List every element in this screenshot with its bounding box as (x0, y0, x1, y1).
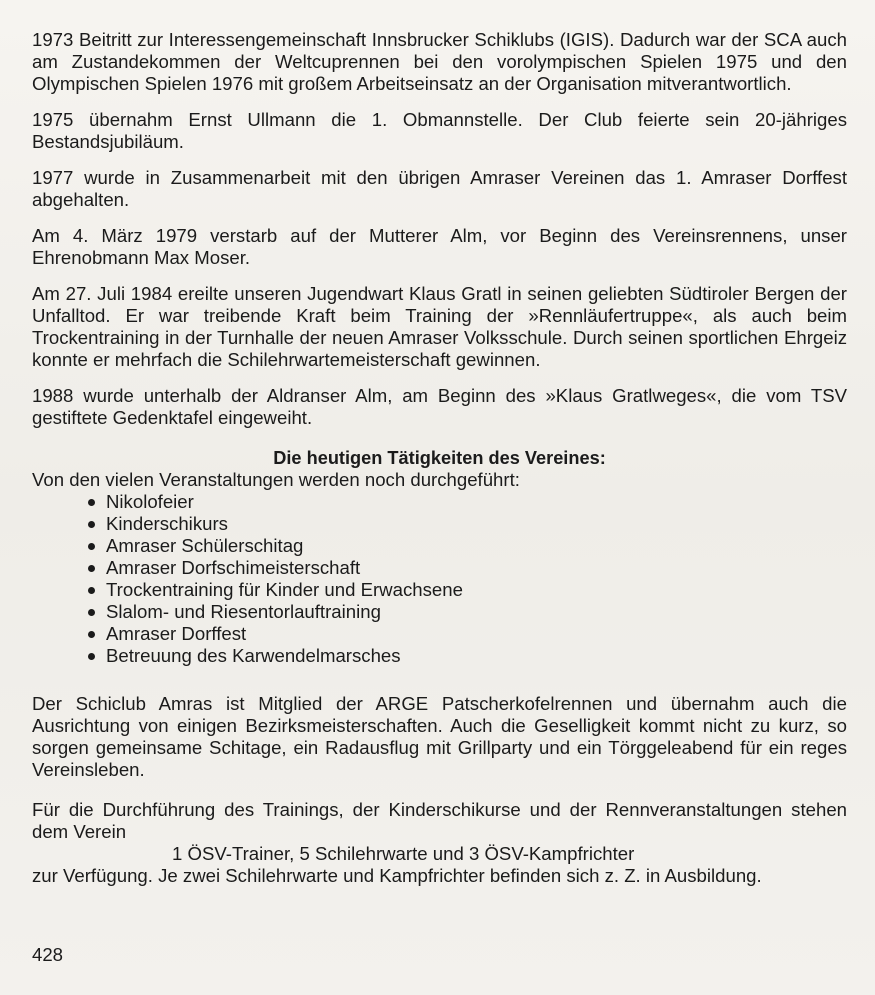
activities-heading: Die heutigen Tätigkeiten des Vereines: (273, 448, 606, 468)
paragraph-training-intro: Für die Durchführung des Trainings, der Kinderschikurse und der Rennveranstaltungen stehen dem Verein (32, 799, 847, 842)
list-item (88, 513, 847, 535)
list-item (88, 557, 847, 579)
paragraph-obmann-1975: 1975 übernahm Ernst Ullmann die 1. Obmannstelle. Der Club feierte sein 20-jähriges Bestandsjubiläum. (32, 109, 847, 152)
paragraph-training-outro: zur Verfügung. Je zwei Schilehrwarte und Kampfrichter befinden sich z. Z. in Ausbildung. (32, 865, 762, 886)
list-item (88, 535, 847, 557)
list-item-label: Amraser Dorfschimeisterschaft (106, 557, 361, 578)
paragraph-igis-1973: 1973 Beitritt zur Interessengemeinschaft Innsbrucker Schiklubs (IGIS). Dadurch war der SCA auch am Zustandekommen der Weltcuprennen bei den vorolympischen Spielen 1975 und den Olympischen Spielen 1976 mit großem Arbeitseinsatz an der Organisation mitverantwortlich. (32, 29, 847, 94)
paragraph-arge: Der Schiclub Amras ist Mitglied der ARGE Patscherkofelrennen und übernahm auch die Ausrichtung von einigen Bezirksmeisterschaften. Auch die Geselligkeit kommt nicht zu kurz, so sorgen gemeinsame Schitage, ein Radausflug mit Grillparty und ein Törggeleabend für ein reges Vereinsleben. (32, 693, 847, 780)
paragraph-dorffest-1977: 1977 wurde in Zusammenarbeit mit den übrigen Amraser Vereinen das 1. Amraser Dorffest abgehalten. (32, 167, 847, 210)
list-item-label: Betreuung des Karwendelmarsches (106, 645, 401, 666)
paragraph-moser-1979: Am 4. März 1979 verstarb auf der Mutterer Alm, vor Beginn des Vereinsrennens, unser Ehrenobmann Max Moser. (32, 225, 847, 268)
list-item (88, 645, 847, 667)
bullet-icon (88, 587, 95, 594)
bullet-icon (88, 543, 95, 550)
list-item-label: Slalom- und Riesentorlauftraining (106, 601, 381, 622)
activities-intro: Von den vielen Veranstaltungen werden noch durchgeführt: (32, 469, 520, 490)
bullet-icon (88, 521, 95, 528)
bullet-icon (88, 631, 95, 638)
activities-list (88, 491, 847, 667)
bullet-icon (88, 499, 95, 506)
staff-line: 1 ÖSV-Trainer, 5 Schilehrwarte und 3 ÖSV-Kampfrichter (172, 843, 635, 864)
paragraph-gratl-1984: Am 27. Juli 1984 ereilte unseren Jugendwart Klaus Gratl in seinen geliebten Südtiroler Bergen der Unfalltod. Er war treibende Kraft beim Training der »Rennläufertruppe«, als auch beim Trockentraining in der Turnhalle der neuen Amraser Volksschule. Durch seinen sportlichen Ehrgeiz konnte er mehrfach die Schilehrwartemeisterschaft gewinnen. (32, 283, 847, 370)
list-item (88, 601, 847, 623)
paragraph-gedenktafel-1988: 1988 wurde unterhalb der Aldranser Alm, am Beginn des »Klaus Gratlweges«, die vom TSV gestiftete Gedenktafel eingeweiht. (32, 385, 847, 428)
list-item (88, 491, 847, 513)
list-item-label: Amraser Dorffest (106, 623, 247, 644)
list-item (88, 579, 847, 601)
list-item-label: Nikolofeier (106, 491, 194, 512)
page-number: 428 (32, 944, 64, 965)
list-item (88, 623, 847, 645)
bullet-icon (88, 565, 95, 572)
list-item-label: Kinderschikurs (106, 513, 228, 534)
list-item-label: Amraser Schülerschitag (106, 535, 304, 556)
bullet-icon (88, 653, 95, 660)
list-item-label: Trockentraining für Kinder und Erwachsene (106, 579, 463, 600)
bullet-icon (88, 609, 95, 616)
